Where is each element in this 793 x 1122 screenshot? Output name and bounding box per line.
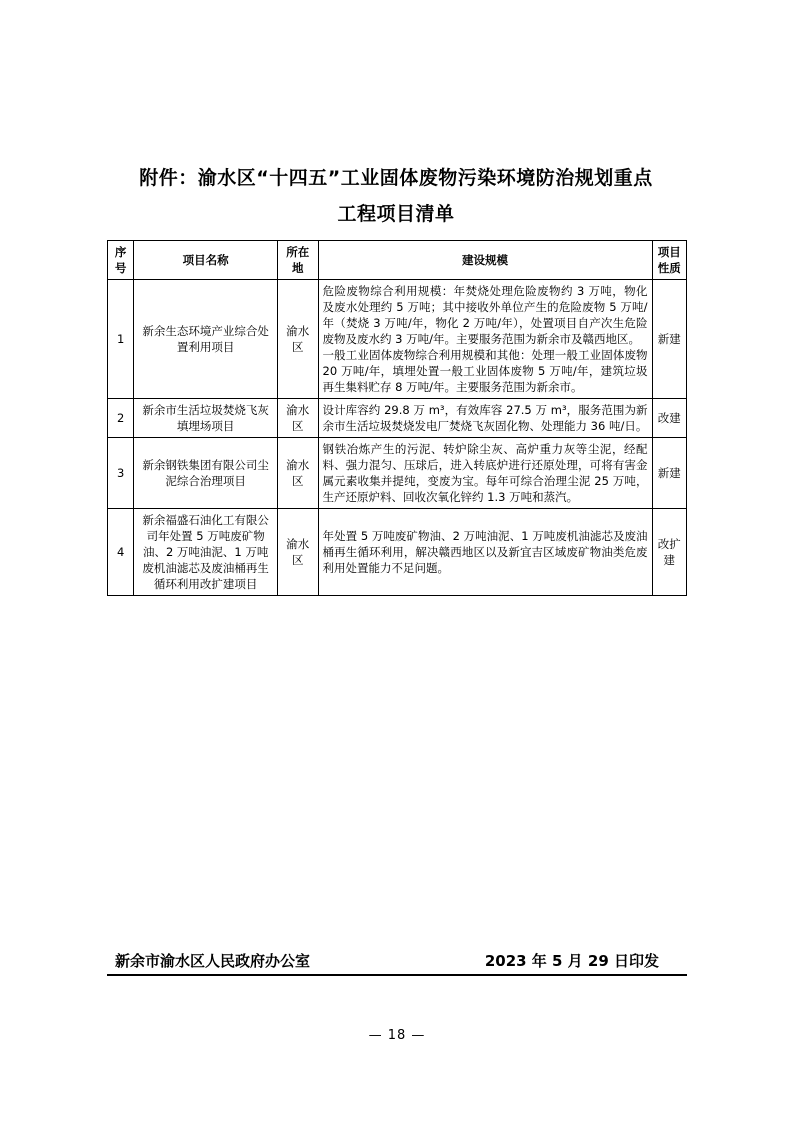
page-title-line-1: 附件：渝水区“十四五”工业固体废物污染环境防治规划重点	[139, 167, 653, 189]
row-scale-paragraph: 年处置 5 万吨废矿物油、2 万吨油泥、1 万吨废机油滤芯及废油桶再生循环利用，解决赣西地区以及新宜吉区域废矿物油类危废利用处置能力不足问题。	[322, 529, 648, 575]
page-title	[96, 160, 696, 232]
row-scale	[318, 280, 652, 399]
row-scale-paragraph: 危险废物综合利用规模：年焚烧处理危险废物约 3 万吨，物化及废水处理约 5 万吨；其中接收外单位产生的危险废物 5 万吨/年（焚烧 3 万吨/年，物化 2 万吨/年），处置项目自产次生危险废物及废水约 3 万吨/年。主要服务范围为新余市及赣西地区。	[322, 284, 648, 346]
page-title-line-2: 工程项目清单	[337, 203, 455, 225]
row-scale	[318, 438, 652, 509]
row-no: 2	[108, 399, 134, 438]
row-location: 渝水区	[278, 509, 318, 596]
header-no: 序号	[108, 241, 134, 280]
header-location: 所在地	[278, 241, 318, 280]
page-number: — 18 —	[368, 1028, 426, 1043]
table-row	[108, 399, 687, 438]
header-type: 项目性质	[652, 241, 686, 280]
project-list-table-wrapper	[107, 240, 687, 596]
row-type: 改建	[652, 399, 686, 438]
table-header-row	[108, 241, 687, 280]
footer-issuer: 新余市渝水区人民政府办公室	[115, 952, 311, 970]
header-scale: 建设规模	[318, 241, 652, 280]
row-type: 新建	[652, 438, 686, 509]
row-type: 新建	[652, 280, 686, 399]
row-location: 渝水区	[278, 280, 318, 399]
row-scale-paragraph: 钢铁冶炼产生的污泥、转炉除尘灰、高炉重力灰等尘泥，经配料、强力混匀、压球后，进入转底炉进行还原处理，可将有害金属元素收集并提纯，变废为宝。每年可综合治理尘泥 25 万吨，生产还原炉料、回收次氧化锌约 1.3 万吨和蒸汽。	[322, 442, 648, 504]
row-scale	[318, 399, 652, 438]
project-list-table	[107, 240, 687, 596]
row-location: 渝水区	[278, 399, 318, 438]
table-row	[108, 438, 687, 509]
row-project-name: 新余福盛石油化工有限公司年处置 5 万吨废矿物油、2 万吨油泥、1 万吨废机油滤芯及废油桶再生循环利用改扩建项目	[134, 509, 278, 596]
row-type: 改扩建	[652, 509, 686, 596]
row-scale-paragraph: 一般工业固体废物综合利用规模和其他：处理一般工业固体废物 20 万吨/年，填埋处置一般工业固体废物 5 万吨/年，建筑垃圾再生集料贮存 8 万吨/年。主要服务范围为新余市。	[322, 348, 648, 394]
document-footer	[107, 950, 687, 976]
row-no: 3	[108, 438, 134, 509]
row-project-name: 新余生态环境产业综合处置利用项目	[134, 280, 278, 399]
row-no: 4	[108, 509, 134, 596]
row-no: 1	[108, 280, 134, 399]
header-name: 项目名称	[134, 241, 278, 280]
table-row	[108, 509, 687, 596]
row-scale-paragraph: 设计库容约 29.8 万 m³，有效库容 27.5 万 m³，服务范围为新余市生活垃圾焚烧发电厂焚烧飞灰固化物、处理能力 36 吨/日。	[322, 403, 648, 433]
row-location: 渝水区	[278, 438, 318, 509]
table-row	[108, 280, 687, 399]
row-project-name: 新余钢铁集团有限公司尘泥综合治理项目	[134, 438, 278, 509]
row-scale	[318, 509, 652, 596]
row-project-name: 新余市生活垃圾焚烧飞灰填埋场项目	[134, 399, 278, 438]
footer-date: 2023 年 5 月 29 日印发	[484, 952, 659, 970]
